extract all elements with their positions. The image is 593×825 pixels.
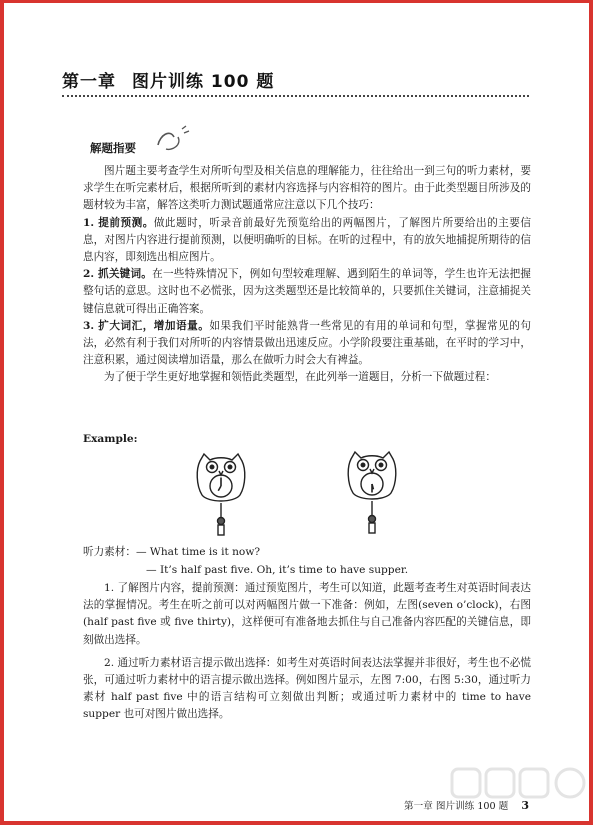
tip-1-label: 1. 提前预测。 — [83, 216, 154, 229]
note-2: 2. 通过听力素材语言提示做出选择：如考生对英语时间表达法掌握并非很好，考生也不必慌张，可通过听力素材中的语言提示做出选择。例如图片显示，左图 7:00，右图 5:30，通过听力素材 half past five 中的语言结构可立刻做出判断；或通过听力素材中的 time to have supper 也可对图片做出选择。 — [83, 656, 531, 721]
owl-clock-left-icon — [190, 451, 252, 537]
intro-paragraph: 图片题主要考查学生对所听句型及相关信息的理解能力，往往给出一到三句的听力素材，要求学生在听完素材后，根据所听到的素材内容选择与内容相符的图片。由于此类型题目所涉及的题材较为丰富，解答这类听力测试题通常应注意以下几个技巧： — [83, 165, 531, 212]
tip-2-label: 2. 抓关键词。 — [83, 268, 153, 281]
tip-3 — [83, 318, 531, 370]
listening-material — [83, 544, 543, 579]
watermark-logo-icon — [450, 763, 590, 803]
clock-hands-right — [372, 484, 373, 493]
dialogue-line-2: — It’s half past five. Oh, it’s time to have supper. — [146, 563, 409, 576]
clock-hands-left — [218, 478, 221, 491]
doodle-icon — [152, 123, 192, 155]
tip-3-label: 3. 扩大词汇，增加语量。 — [83, 319, 210, 332]
lead-in-paragraph: 为了便于学生更好地掌握和领悟此类题型，在此列举一道题目，分析一下做题过程： — [104, 371, 496, 384]
dialogue-line-1: — What time is it now? — [135, 546, 261, 558]
tip-1-text: 做此题时，听录音前最好先预览给出的两幅图片，了解图片所要给出的主要信息，对图片内容进行提前预测，以便明确听的目标。在听的过程中，有的放矢地捕捉所期待的信息内容，即刻选出相应图片。 — [83, 216, 531, 264]
chapter-heading — [62, 67, 274, 92]
owl-clock-right-icon — [341, 449, 403, 535]
chapter-number: 第一章 — [62, 72, 116, 92]
heading-divider — [62, 95, 529, 97]
note-1: 1. 了解图片内容，提前预测：通过预览图片，考生可以知道，此题考查考生对英语时间表达法的掌握情况。考生在听之前可以对两幅图片做一下准备：例如，左图(seven o’clock)，右图(half past five 或 five thirty)，这样便可有准备地去抓住与自己准备内容匹配的关键信息，即刻做出选择。 — [83, 582, 531, 646]
footer-chapter: 第一章 — [404, 801, 433, 812]
tip-2 — [83, 266, 531, 318]
analysis-notes — [83, 580, 531, 730]
example-label: Example: — [83, 433, 138, 445]
tip-3-text: 如果我们平时能熟背一些常见的有用的单词和句型，掌握常见的句法，必然有利于我们对所听的内容情景做出迅速反应。小学阶段要注重基础，在平时的学习中，注意积累，通过阅读增加语量，那么在做听力时会大有裨益。 — [83, 319, 532, 367]
page-number: 3 — [521, 799, 529, 812]
footer-title: 图片训练 100 题 — [435, 801, 509, 812]
section-title: 解题指要 — [90, 141, 136, 155]
tip-2-text: 在一些特殊情况下，例如句型较难理解、遇到陌生的单词等，学生也许无法把握整句话的意思。这时也不必慌张，因为这类题型还是比较简单的，只要抓住关键词，注意捕捉关键信息就可得出正确答案。 — [83, 268, 532, 315]
intro-block — [83, 163, 531, 387]
tip-1 — [83, 215, 531, 267]
chapter-title: 图片训练 100 题 — [132, 72, 275, 92]
dialogue-label: 听力素材： — [83, 546, 136, 558]
